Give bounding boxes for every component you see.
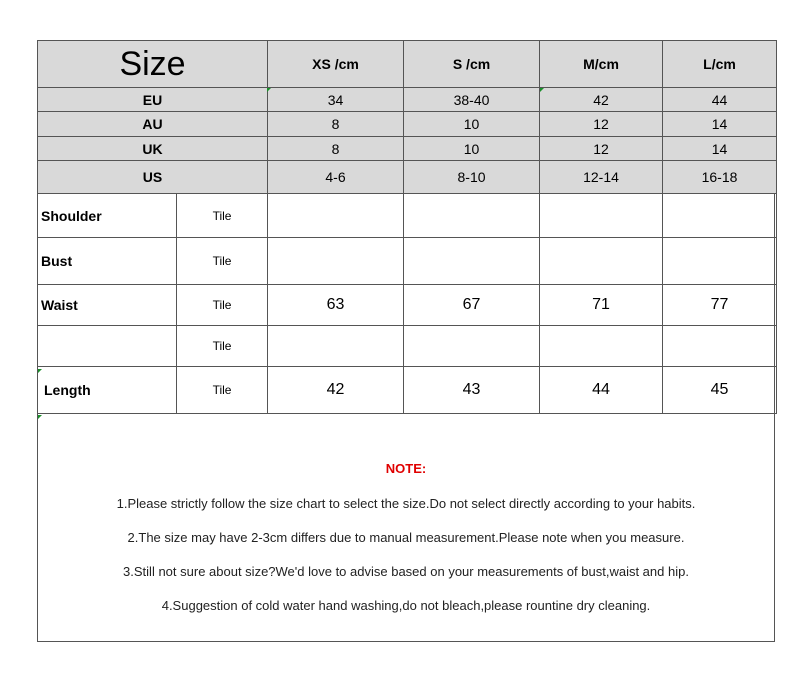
measurement-row-bust — [38, 238, 777, 285]
column-header-xs: XS /cm — [268, 41, 404, 88]
note-line: 3.Still not sure about size?We'd love to advise based on your measurements of bust,waist and hip. — [123, 564, 689, 579]
column-header-l: L/cm — [663, 41, 777, 88]
measurement-row-shoulder — [38, 194, 777, 238]
region-row-eu — [38, 88, 777, 112]
measurement-type: Tile — [177, 194, 268, 238]
region-value: 38-40 — [404, 88, 540, 112]
size-chart-table — [37, 40, 777, 414]
measurement-value: 43 — [404, 367, 540, 414]
measurement-type: Tile — [177, 326, 268, 367]
measurement-value — [663, 238, 777, 285]
region-value: 14 — [663, 137, 777, 161]
notes-title: NOTE: — [385, 461, 427, 476]
note-line: 2.The size may have 2-3cm differs due to manual measurement.Please note when you measure. — [127, 530, 685, 545]
region-value: 42 — [540, 88, 663, 112]
region-value: 14 — [663, 112, 777, 137]
measurement-value — [268, 326, 404, 367]
region-label: UK — [38, 137, 268, 161]
region-row-us — [38, 161, 777, 194]
measurement-value — [663, 194, 777, 238]
measurement-name: Length — [38, 367, 177, 414]
region-label: EU — [38, 88, 268, 112]
measurement-name: Bust — [38, 238, 177, 285]
measurement-row-waist — [38, 285, 777, 326]
region-value: 16-18 — [663, 161, 777, 194]
region-value: 12 — [540, 137, 663, 161]
cell-corner-marker — [38, 369, 42, 373]
measurement-type: Tile — [177, 285, 268, 326]
region-value: 8 — [268, 112, 404, 137]
region-value: 10 — [404, 112, 540, 137]
region-value: 8-10 — [404, 161, 540, 194]
column-header-s: S /cm — [404, 41, 540, 88]
region-label: US — [38, 161, 268, 194]
measurement-value: 44 — [540, 367, 663, 414]
measurement-row-length — [38, 367, 777, 414]
notes-section — [38, 415, 774, 641]
measurement-name: Waist — [38, 285, 177, 326]
measurement-value — [540, 238, 663, 285]
measurement-value: 42 — [268, 367, 404, 414]
size-title: Size — [38, 41, 268, 88]
region-value: 44 — [663, 88, 777, 112]
cell-corner-marker — [267, 88, 271, 92]
measurement-value — [268, 194, 404, 238]
region-value: 4-6 — [268, 161, 404, 194]
measurement-type: Tile — [177, 238, 268, 285]
size-header-row — [38, 41, 777, 88]
measurement-value: 71 — [540, 285, 663, 326]
measurement-name — [38, 326, 177, 367]
measurement-value: 77 — [663, 285, 777, 326]
note-line: 4.Suggestion of cold water hand washing,do not bleach,please rountine dry cleaning. — [161, 598, 651, 613]
region-value: 12 — [540, 112, 663, 137]
note-line: 1.Please strictly follow the size chart to select the size.Do not select directly according to your habits. — [116, 496, 696, 511]
region-value: 34 — [268, 88, 404, 112]
measurement-value — [540, 326, 663, 367]
region-value: 10 — [404, 137, 540, 161]
region-row-au — [38, 112, 777, 137]
measurement-value — [268, 238, 404, 285]
region-value: 12-14 — [540, 161, 663, 194]
measurement-value: 63 — [268, 285, 404, 326]
region-value: 8 — [268, 137, 404, 161]
region-label: AU — [38, 112, 268, 137]
measurement-value — [404, 194, 540, 238]
measurement-value — [404, 238, 540, 285]
region-row-uk — [38, 137, 777, 161]
column-header-m: M/cm — [540, 41, 663, 88]
measurement-value: 67 — [404, 285, 540, 326]
measurement-value — [663, 326, 777, 367]
measurement-value: 45 — [663, 367, 777, 414]
measurement-value — [404, 326, 540, 367]
measurement-type: Tile — [177, 367, 268, 414]
measurement-name: Shoulder — [38, 194, 177, 238]
cell-corner-marker — [540, 88, 544, 92]
measurement-value — [540, 194, 663, 238]
measurement-row-blank — [38, 326, 777, 367]
